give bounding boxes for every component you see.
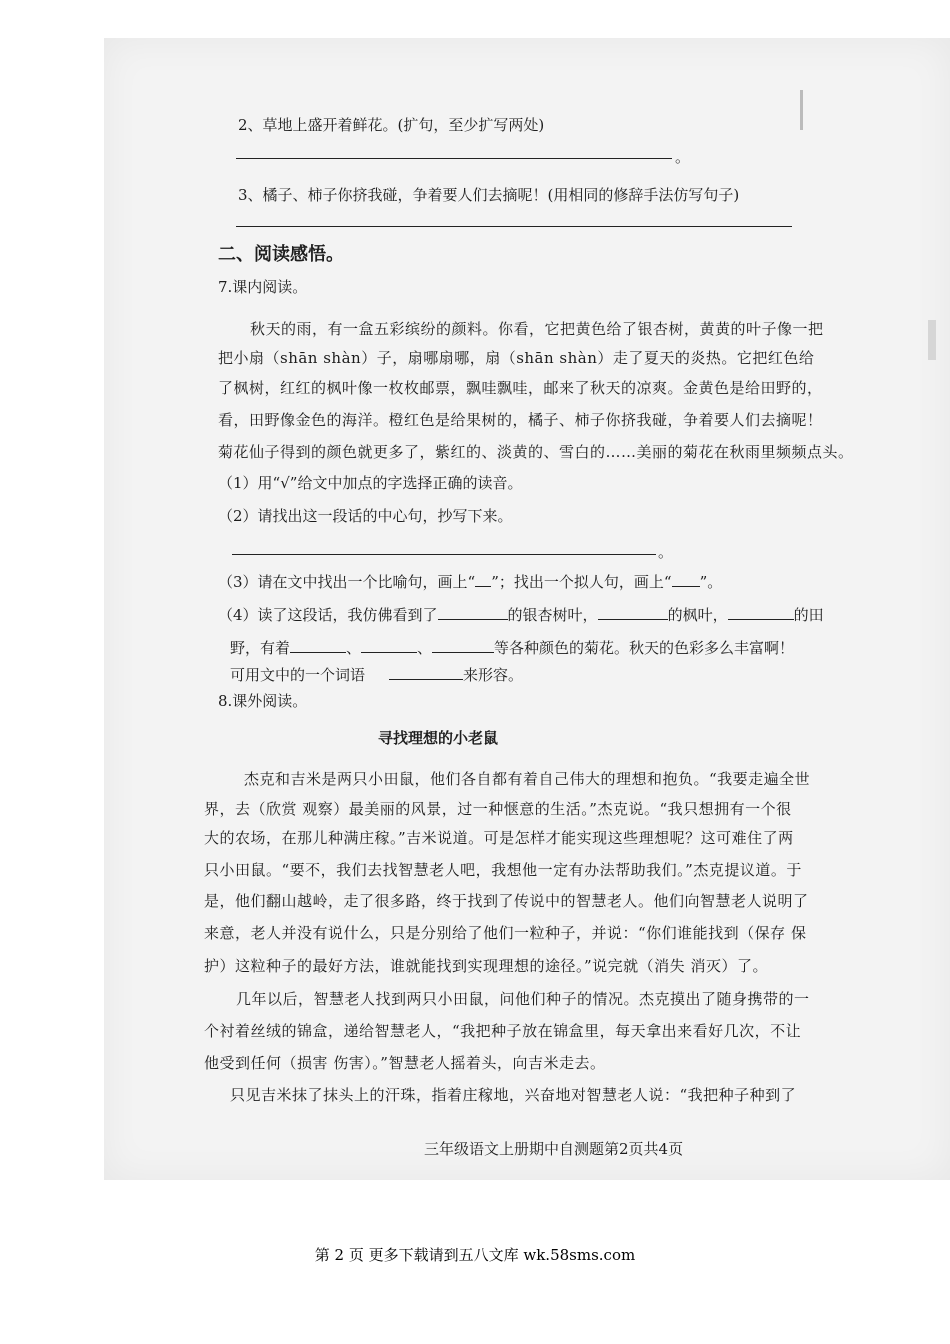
- story-title: 寻找理想的小老鼠: [378, 729, 499, 747]
- passage-2-line: 只见吉米抹了抹头上的汗珠，指着庄稼地，兴奋地对智慧老人说：“我把种子种到了: [230, 1086, 797, 1104]
- sub-question-3-part-c: ”。: [699, 573, 723, 591]
- question-8-label: 8.课外阅读。: [218, 692, 308, 710]
- blank-color-2[interactable]: [361, 636, 417, 653]
- blank-color-3[interactable]: [432, 636, 494, 653]
- sub-question-4-text: 、: [346, 639, 362, 657]
- passage-2-line: 大的农场，在那儿种满庄稼。”吉米说道。可是怎样才能实现这些理想呢？这可难住了两: [204, 829, 794, 847]
- sub-question-4-text: 的银杏树叶，: [507, 606, 598, 624]
- sub-question-4-text: 来形容。: [463, 666, 524, 684]
- symbol-blank-personification[interactable]: [672, 570, 700, 587]
- question-2: [238, 114, 544, 135]
- sub-question-4-text: 可用文中的一个词语: [230, 666, 366, 684]
- sub-question-4-line-1: [218, 603, 824, 625]
- question-7-label: 7.课内阅读。: [218, 278, 308, 296]
- site-footer: 第 2 页 更多下载请到五八文库 wk.58sms.com: [314, 1246, 636, 1264]
- passage-2-line: 是，他们翻山越岭，走了很多路，终于找到了传说中的智慧老人。他们向智慧老人说明了: [204, 892, 809, 910]
- passage-2-line: 几年以后，智慧老人找到两只小田鼠，问他们种子的情况。杰克摸出了随身携带的一: [236, 990, 810, 1008]
- sub-question-4-text: 的枫叶，: [667, 606, 728, 624]
- answer-line-3[interactable]: [236, 226, 792, 227]
- symbol-blank-metaphor[interactable]: [475, 570, 491, 587]
- page-number-footer: 三年级语文上册期中自测题第2页共4页: [424, 1140, 684, 1158]
- passage-2-line: 只小田鼠。“要不，我们去找智慧老人吧，我想他一定有办法帮助我们。”杰克提议道。于: [204, 861, 802, 879]
- passage-2-line: 个衬着丝绒的锦盒，递给智慧老人，“我把种子放在锦盒里，每天拿出来看好几次，不让: [204, 1022, 802, 1040]
- passage-1-line: 秋天的雨，有一盒五彩缤纷的颜料。你看，它把黄色给了银杏树，黄黄的叶子像一把: [250, 320, 824, 338]
- blank-field[interactable]: [728, 603, 794, 620]
- answer-line-2-end: 。: [675, 148, 691, 166]
- sub-question-4-line-2: [230, 636, 794, 658]
- sub-question-3-part-b: ”；找出一个拟人句，画上“: [491, 573, 672, 591]
- passage-2-line: 护）这粒种子的最好方法，谁就能找到实现理想的途径。”说完就（消失 消灭）了。: [204, 957, 768, 975]
- question-3: [238, 184, 739, 205]
- section-2-heading: 二、阅读感悟。: [218, 244, 344, 265]
- sub-question-4-text: （4）读了这段话，我仿佛看到了: [218, 606, 438, 624]
- sub-question-4-text: 野，有着: [230, 639, 291, 657]
- passage-2-line: 他受到任何（损害 伤害）。”智慧老人摇着头，向吉米走去。: [204, 1054, 606, 1072]
- sub-question-4-text: 的田: [793, 606, 824, 624]
- blank-color-1[interactable]: [290, 636, 346, 653]
- sub-question-3-part-a: （3）请在文中找出一个比喻句，画上“: [218, 573, 476, 591]
- sub-question-1: （1）用“√”给文中加点的字选择正确的读音。: [218, 474, 523, 492]
- blank-ginkgo[interactable]: [438, 603, 508, 620]
- passage-2-line: 界，去（欣赏 观察）最美丽的风景，过一种惬意的生活。”杰克说。“我只想拥有一个很: [204, 800, 792, 818]
- blank-maple[interactable]: [598, 603, 668, 620]
- sub-question-4-line-3: [230, 663, 523, 685]
- answer-line-central-sentence-end: 。: [658, 543, 674, 561]
- question-2-text: 2、草地上盛开着鲜花。(扩句，至少扩写两处): [238, 116, 545, 134]
- passage-2-line: 杰克和吉米是两只小田鼠，他们各自都有着自己伟大的理想和抱负。“我要走遍全世: [244, 770, 811, 788]
- sub-question-3: [218, 570, 722, 592]
- sub-question-4-text: 等各种颜色的菊花。秋天的色彩多么丰富啊！: [494, 639, 795, 657]
- answer-line-central-sentence[interactable]: [232, 554, 656, 555]
- sub-question-2: （2）请找出这一段话的中心句，抄写下来。: [218, 507, 513, 525]
- sub-question-4-text: 、: [417, 639, 433, 657]
- passage-2-line: 来意，老人并没有说什么，只是分别给了他们一粒种子，并说：“你们谁能找到（保存 保: [204, 924, 807, 942]
- passage-1-line: 看，田野像金色的海洋。橙红色是给果树的，橘子、柿子你挤我碰，争着要人们去摘呢！: [218, 411, 823, 429]
- passage-1-line: 菊花仙子得到的颜色就更多了，紫红的、淡黄的、雪白的……美丽的菊花在秋雨里频频点头。: [218, 443, 854, 461]
- question-3-text: 3、橘子、柿子你挤我碰，争着要人们去摘呢！(用相同的修辞手法仿写句子): [238, 186, 740, 204]
- passage-1-line: 把小扇（shān shàn）子，扇哪扇哪，扇（shān shàn）走了夏天的炎热。它把红色给: [218, 349, 815, 367]
- answer-line-2[interactable]: [236, 158, 672, 159]
- passage-1-line: 了枫树，红红的枫叶像一枚枚邮票，飘哇飘哇，邮来了秋天的凉爽。金黄色是给田野的，: [218, 379, 823, 397]
- blank-word[interactable]: [389, 663, 463, 680]
